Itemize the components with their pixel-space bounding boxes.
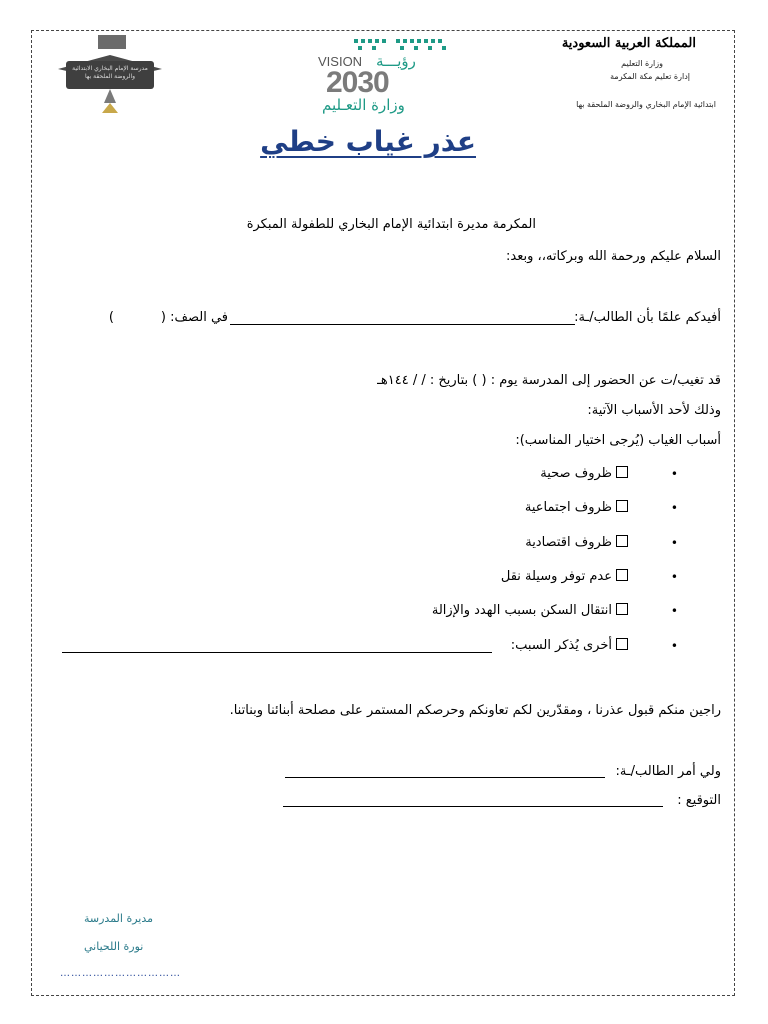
reason-label: عدم توفر وسيلة نقل (500, 569, 612, 584)
kingdom-heading: المملكة العربية السعودية (561, 36, 696, 51)
guardian-label: ولي أمر الطالب/ـة: (615, 764, 721, 779)
addressee: المكرمة مديرة ابتدائية الإمام البخاري للطفولة المبكرة (246, 217, 536, 232)
absence-line: قد تغيب/ت عن الحضور إلى المدرسة يوم : ( ) بتاريخ : / / ١٤٤هـ (377, 373, 721, 388)
reasons-header: أسباب الغياب (يُرجى اختيار المناسب): (515, 433, 721, 448)
reason-label: أخرى يُذكر السبب: (510, 638, 612, 653)
bullet: • (670, 467, 678, 481)
vision-ar: رؤيـــة (376, 52, 416, 70)
reason-option[interactable] (511, 638, 628, 653)
greeting: السلام عليكم ورحمة الله وبركاته،، وبعد: (506, 249, 721, 264)
reason-option[interactable] (540, 466, 628, 481)
bullet: • (670, 570, 678, 584)
reason-label: ظروف صحية (540, 466, 612, 481)
class-close-paren: ) (108, 310, 114, 325)
signature-field[interactable] (283, 794, 663, 807)
reason-option[interactable] (525, 500, 628, 515)
checkbox[interactable] (616, 603, 628, 615)
principal-title: مديرة المدرسة (84, 912, 154, 925)
principal-signature-dots: …………………………… (60, 968, 181, 979)
bullet: • (670, 501, 678, 515)
vision-2030-logo (312, 36, 454, 114)
reason-option[interactable] (501, 569, 628, 584)
signature-label: التوقيع : (677, 793, 721, 808)
bullet: • (670, 639, 678, 653)
page-title: عذر غياب خطي (260, 125, 476, 158)
reason-option[interactable] (432, 603, 628, 618)
inform-prefix: أفيدكم علمًا بأن الطالب/ـة: (574, 310, 721, 325)
bullet: • (670, 604, 678, 618)
reason-label: ظروف اجتماعية (524, 500, 612, 515)
vision-word: VISION (318, 54, 363, 69)
reason-intro: وذلك لأحد الأسباب الآتية: (587, 403, 721, 418)
reason-label: ظروف اقتصادية (525, 535, 612, 550)
bullet: • (670, 536, 678, 550)
vision-ministry: وزارة التعـليم (322, 96, 405, 114)
directorate-line: إدارة تعليم مكة المكرمة (610, 72, 690, 81)
seal-text: مدرسة الإمام البخاري الابتدائية والروضة الملحقة بها (72, 65, 148, 80)
checkbox[interactable] (616, 638, 628, 650)
closing-text: راجين منكم قبول عذرنا ، ومقدّرين لكم تعاونكم وحرصكم المستمر على مصلحة أبنائنا وبناتنا. (229, 703, 721, 718)
vision-year: 2030 (326, 66, 389, 99)
student-name-field[interactable] (230, 312, 575, 325)
checkbox[interactable] (616, 500, 628, 512)
class-label: في الصف: ( (160, 310, 228, 325)
school-seal (52, 35, 168, 115)
reason-label: انتقال السكن بسبب الهدد والإزالة (431, 603, 612, 618)
ministry-line: وزارة التعليم (621, 59, 663, 68)
page-border (31, 30, 735, 996)
reason-option[interactable] (525, 535, 628, 550)
checkbox[interactable] (616, 466, 628, 478)
checkbox[interactable] (616, 569, 628, 581)
principal-name: نورة اللحياني (84, 940, 144, 953)
other-reason-field[interactable] (62, 640, 492, 653)
guardian-name-field[interactable] (285, 765, 605, 778)
school-line: ابتدائية الإمام البخاري والروضة الملحقة بها (576, 100, 716, 109)
checkbox[interactable] (616, 535, 628, 547)
